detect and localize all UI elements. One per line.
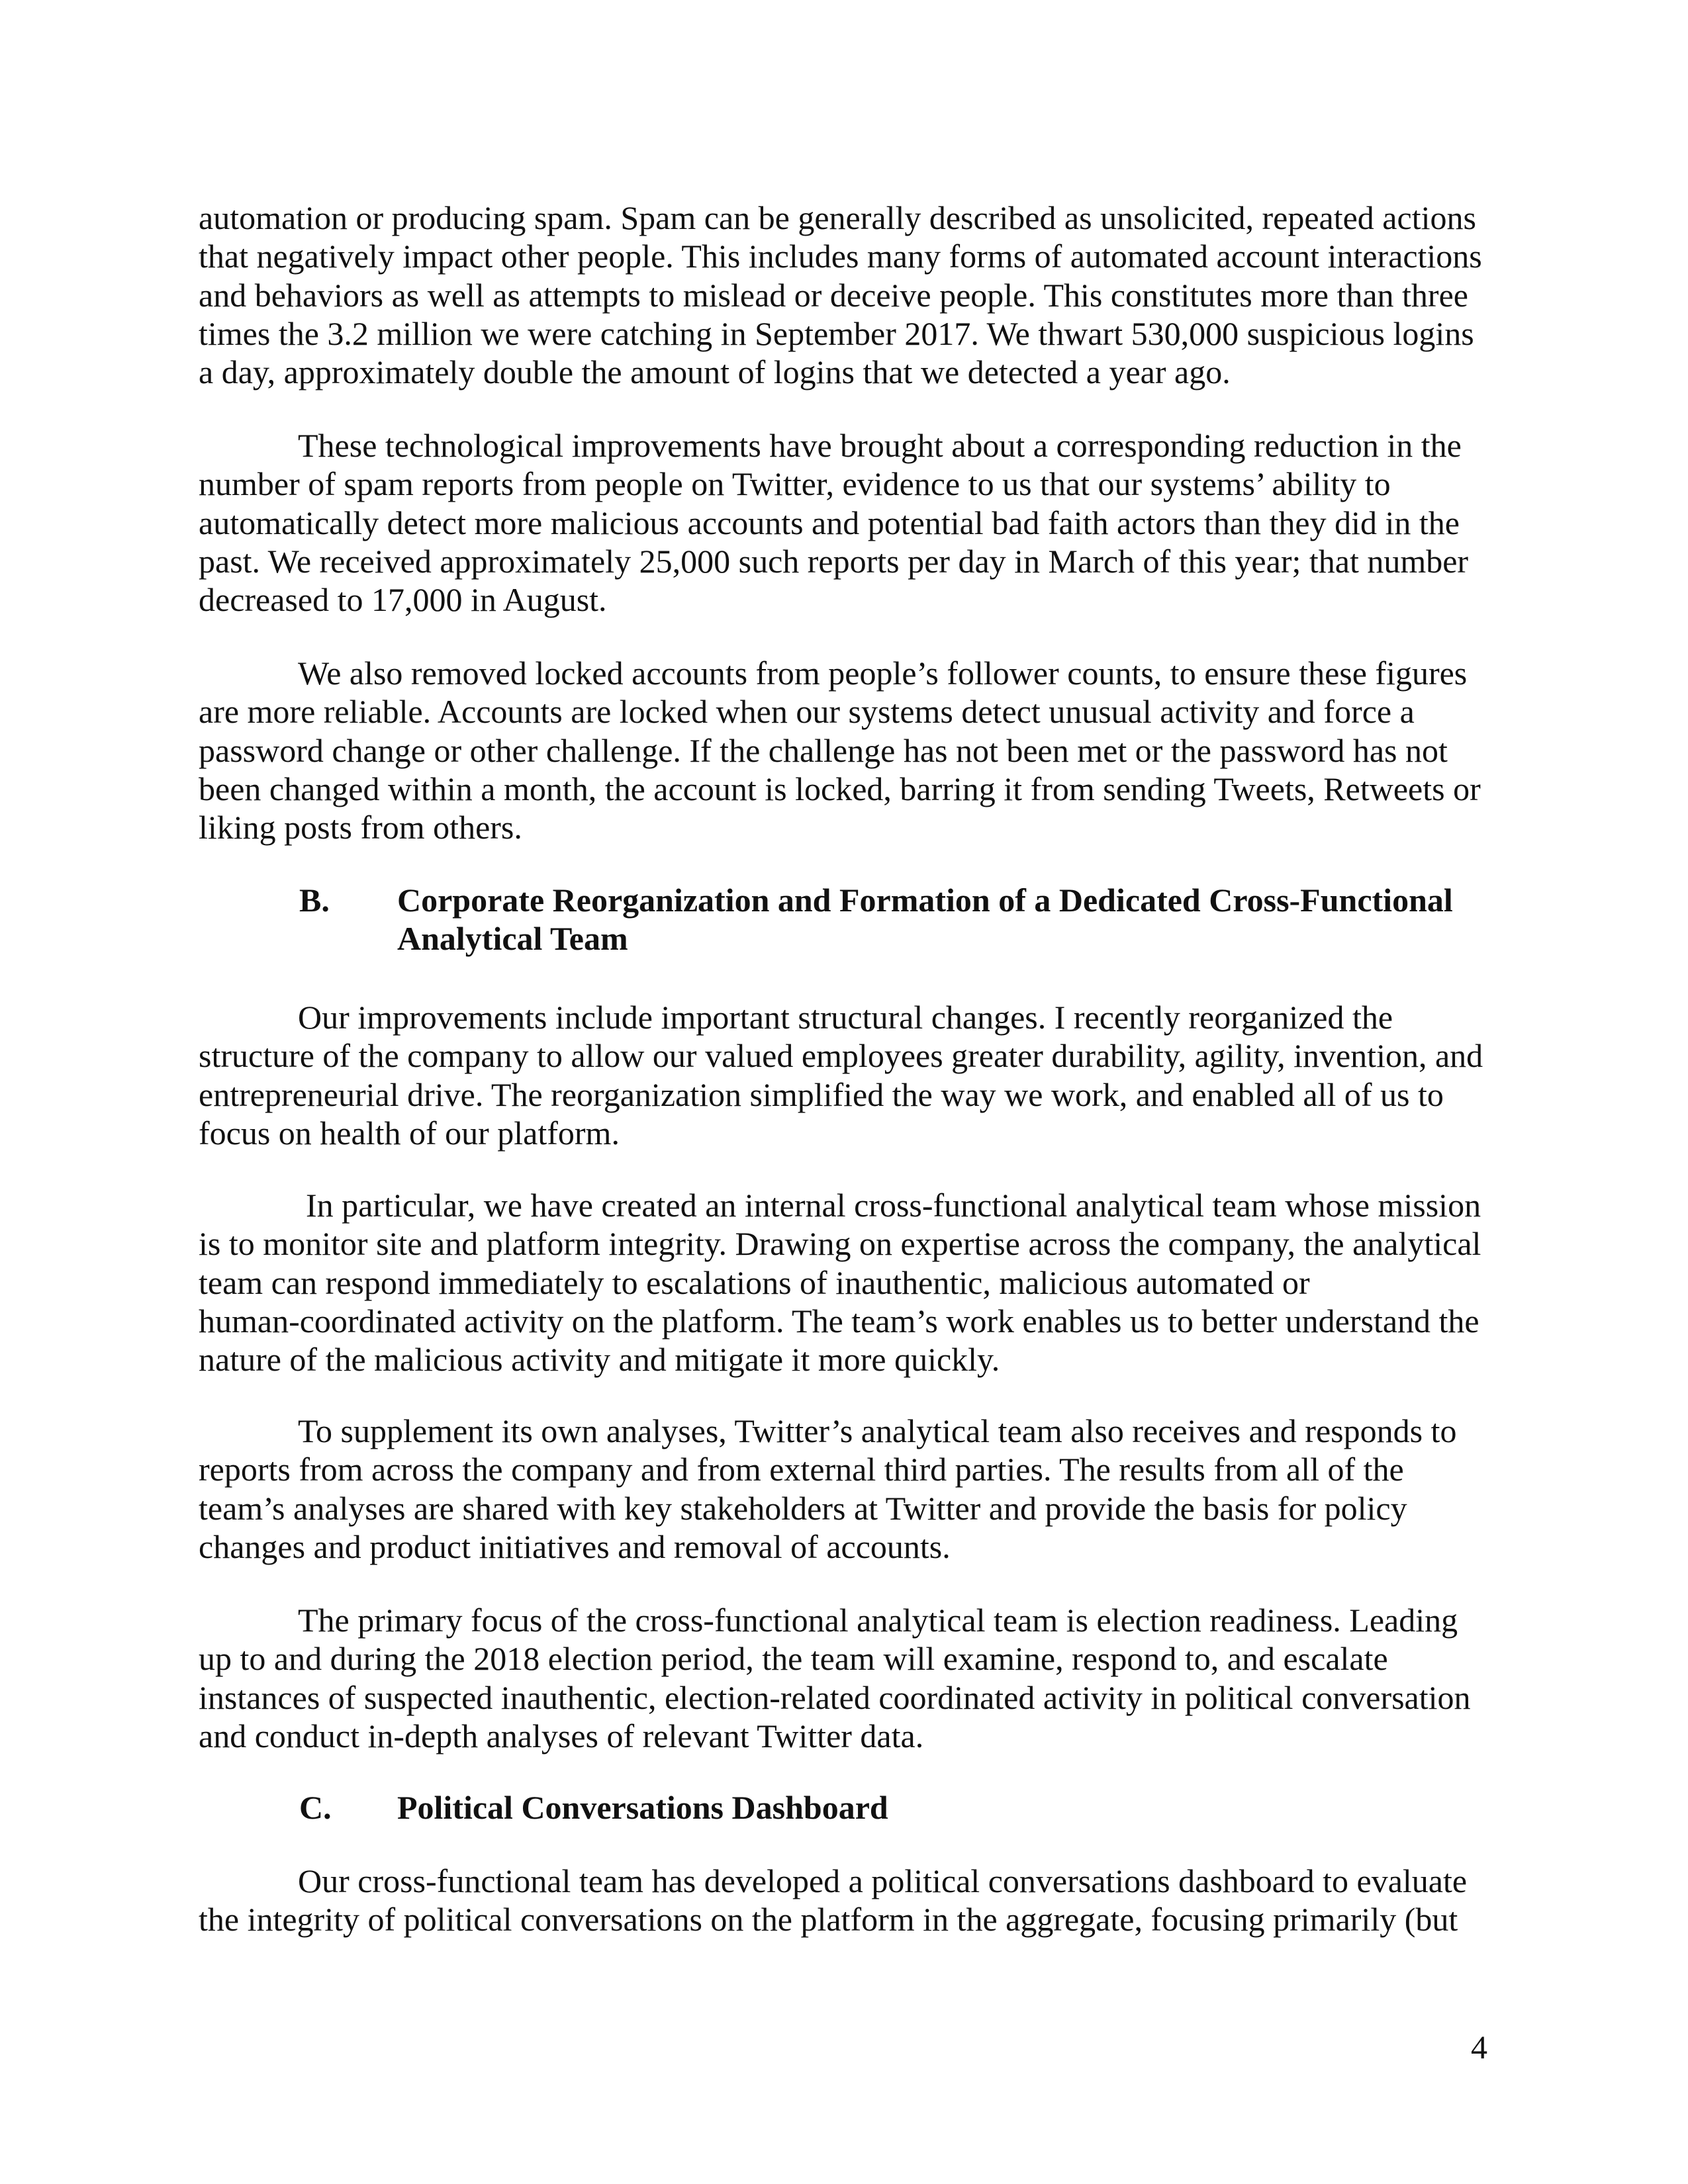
text-line: that negatively impact other people. This includes many forms of automated account interactions — [199, 238, 1482, 275]
text-line: is to monitor site and platform integrity. Drawing on expertise across the company, the analytical — [199, 1225, 1481, 1263]
text-line: team can respond immediately to escalations of inauthentic, malicious automated or — [199, 1263, 1310, 1301]
text-line: been changed within a month, the account is locked, barring it from sending Tweets, Retweets or — [199, 770, 1481, 807]
text-line: nature of the malicious activity and mitigate it more quickly. — [199, 1341, 1000, 1379]
text-line: We also removed locked accounts from people’s follower counts, to ensure these figures — [298, 655, 1468, 692]
text-line: password change or other challenge. If the challenge has not been met or the password has not — [199, 731, 1448, 769]
text-line: are more reliable. Accounts are locked when our systems detect unusual activity and force a — [199, 693, 1415, 731]
section-title — [397, 1788, 1523, 1827]
paragraph-supplement-analyses — [199, 1412, 1496, 1566]
text-line: times the 3.2 million we were catching in September 2017. We thwart 530,000 suspicious logins — [199, 314, 1474, 352]
text-line: automatically detect more malicious accounts and potential bad faith actors than they did in the — [199, 504, 1460, 541]
text-line: decreased to 17,000 in August. — [199, 581, 607, 619]
paragraph-locked-accounts — [199, 654, 1496, 846]
text-line: Our improvements include important structural changes. I recently reorganized the — [298, 999, 1393, 1036]
section-letter: C. — [299, 1789, 332, 1826]
text-line: To supplement its own analyses, Twitter’s analytical team also receives and responds to — [298, 1412, 1457, 1449]
text-line: In particular, we have created an internal cross-functional analytical team whose mission — [306, 1187, 1481, 1224]
text-line: focus on health of our platform. — [199, 1114, 620, 1152]
text-line: liking posts from others. — [199, 809, 522, 846]
paragraph-structural-changes — [199, 998, 1496, 1152]
text-line: These technological improvements have brought about a corresponding reduction in the — [298, 427, 1462, 464]
paragraph-election-readiness — [199, 1601, 1496, 1755]
text-line: the integrity of political conversations on the platform in the aggregate, focusing primarily (but — [199, 1901, 1458, 1938]
section-title — [397, 881, 1523, 958]
text-line: The primary focus of the cross-functional analytical team is election readiness. Leading — [298, 1602, 1458, 1639]
text-line: structure of the company to allow our valued employees greater durability, agility, invention, and — [199, 1037, 1483, 1075]
heading-line: Analytical Team — [397, 920, 628, 958]
text-line: reports from across the company and from external third parties. The results from all of the — [199, 1451, 1404, 1488]
paragraph-spam-reports — [199, 426, 1496, 619]
text-line: changes and product initiatives and removal of accounts. — [199, 1527, 951, 1565]
text-line: and conduct in-depth analyses of relevant Twitter data. — [199, 1717, 924, 1754]
text-line: automation or producing spam. Spam can be generally described as unsolicited, repeated actions — [199, 199, 1476, 236]
page-number: 4 — [1471, 2028, 1487, 2066]
paragraph-spam-automation — [199, 199, 1496, 391]
text-line: team’s analyses are shared with key stakeholders at Twitter and provide the basis for policy — [199, 1489, 1407, 1527]
paragraph-political-dashboard — [199, 1862, 1496, 1939]
text-line: a day, approximately double the amount of logins that we detected a year ago. — [199, 353, 1231, 391]
text-line: Our cross-functional team has developed a political conversations dashboard to evaluate — [298, 1862, 1468, 1899]
text-line: and behaviors as well as attempts to mislead or deceive people. This constitutes more than three — [199, 276, 1468, 314]
text-line: up to and during the 2018 election period, the team will examine, respond to, and escalate — [199, 1640, 1388, 1678]
section-letter: B. — [299, 882, 330, 919]
text-line: human-coordinated activity on the platform. The team’s work enables us to better understand the — [199, 1302, 1479, 1340]
text-line: number of spam reports from people on Twitter, evidence to us that our systems’ ability to — [199, 465, 1391, 503]
text-line: past. We received approximately 25,000 such reports per day in March of this year; that number — [199, 542, 1469, 580]
paragraph-analytical-team — [199, 1186, 1496, 1379]
text-line: entrepreneurial drive. The reorganization simplified the way we work, and enabled all of us to — [199, 1075, 1444, 1113]
text-line: instances of suspected inauthentic, election-related coordinated activity in political conversation — [199, 1678, 1471, 1716]
heading-line: Corporate Reorganization and Formation of a Dedicated Cross-Functional — [397, 882, 1453, 919]
heading-line: Political Conversations Dashboard — [397, 1789, 888, 1826]
